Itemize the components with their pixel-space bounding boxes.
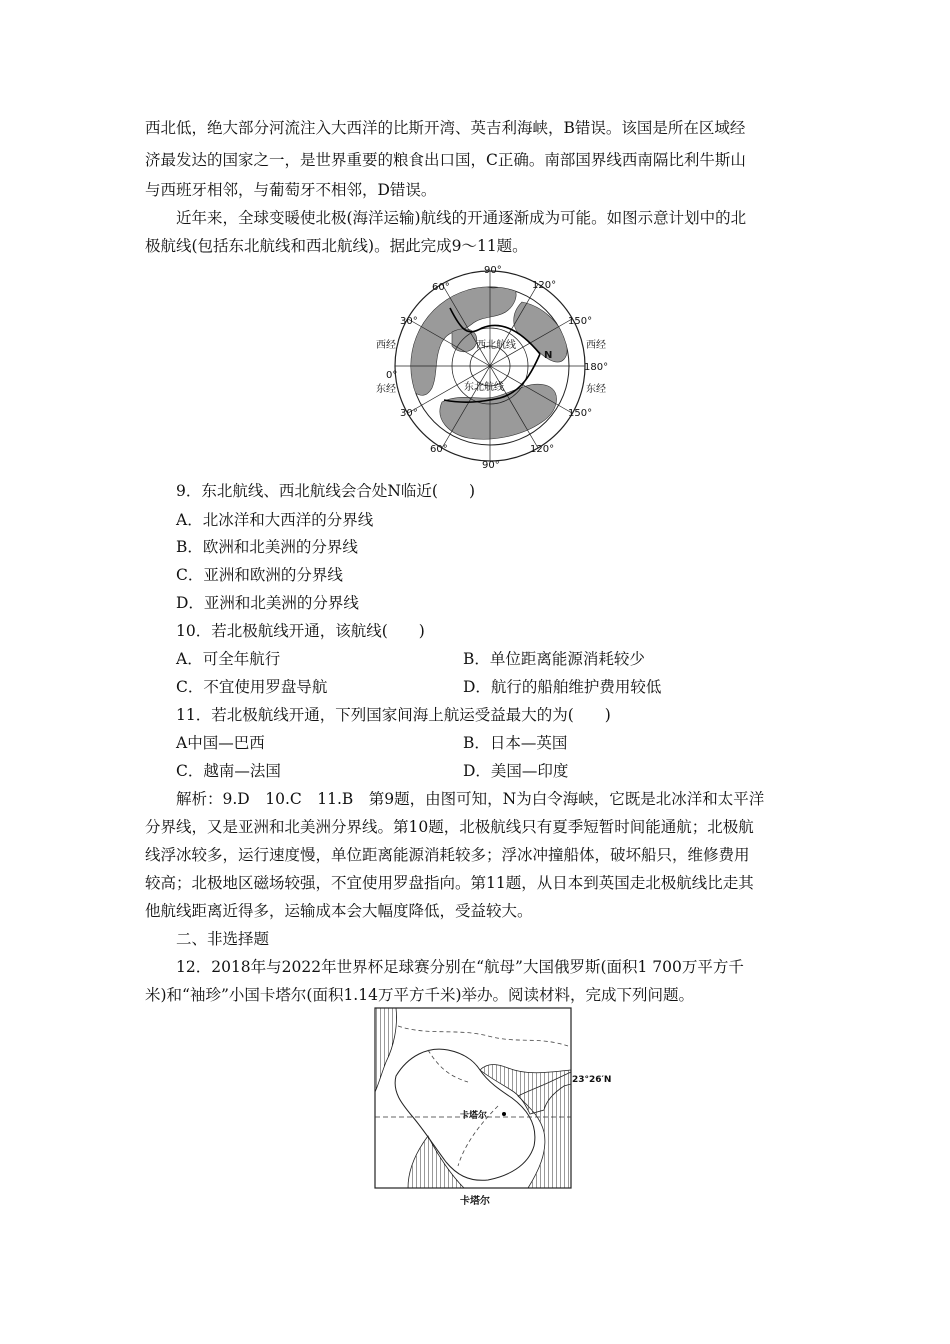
- degree-label: 0°: [386, 370, 398, 381]
- option-10d: D．航行的船舶维护费用较低: [463, 678, 662, 696]
- degree-label: 30°: [400, 316, 418, 327]
- question-12: 米)和“袖珍”小国卡塔尔(面积1.14万平方千米)举办。阅读材料，完成下列问题。: [145, 986, 695, 1004]
- option-9b: B．欧洲和北美洲的分界线: [176, 538, 358, 556]
- analysis-line: 解析：9.D 10.C 11.B 第9题，由图可知，N为白令海峡，它既是北冰洋和太平洋: [176, 790, 765, 808]
- paragraph-line: 与西班牙相邻，与葡萄牙不相邻，D错误。: [145, 181, 437, 199]
- analysis-line: 线浮冰较多，运行速度慢，单位距离能源消耗较多；浮冰冲撞船体，破坏船只，维修费用: [145, 846, 750, 864]
- paragraph-line: 西北低，绝大部分河流注入大西洋的比斯开湾、英吉利海峡，B错误。该国是所在区域经: [145, 119, 746, 137]
- degree-label: 150°: [568, 316, 593, 327]
- question-9: 9．东北航线、西北航线会合处N临近( ): [176, 482, 476, 500]
- qatar-marker: [502, 1112, 506, 1116]
- option-11c: C．越南—法国: [176, 762, 281, 780]
- arctic-route-map: [372, 262, 612, 470]
- qatar-map: [368, 1006, 618, 1210]
- degree-label: 120°: [530, 444, 555, 455]
- question-12: 12．2018年与2022年世界杯足球赛分别在“航母”大国俄罗斯(面积1 700万平方千: [176, 958, 744, 976]
- option-9d: D．亚洲和北美洲的分界线: [176, 594, 359, 612]
- hemisphere-label: 西经: [376, 340, 396, 351]
- option-10a: A．可全年航行: [176, 650, 281, 668]
- northeast-route-label: 东北航线: [464, 382, 504, 393]
- degree-label: 60°: [430, 444, 448, 455]
- hemisphere-label: 东经: [586, 384, 606, 395]
- degree-label: 120°: [532, 280, 557, 291]
- option-11d: D．美国—印度: [463, 762, 569, 780]
- qatar-label: 卡塔尔: [460, 1111, 488, 1121]
- analysis-line: 他航线距离近得多，运输成本会大幅度降低，受益较大。: [145, 902, 533, 920]
- option-11b: B．日本—英国: [463, 734, 568, 752]
- degree-label: 90°: [482, 460, 500, 470]
- hemisphere-label: 西经: [586, 340, 606, 351]
- question-11: 11．若北极航线开通，下列国家间海上航运受益最大的为( ): [176, 706, 611, 724]
- degree-label: 30°: [400, 408, 418, 419]
- degree-label: 150°: [568, 408, 593, 419]
- hemisphere-label: 180°: [584, 362, 609, 373]
- degree-label: 90°: [484, 265, 502, 276]
- section-heading: 二、非选择题: [176, 930, 270, 948]
- paragraph-line: 极航线(包括东北航线和西北航线)。据此完成9～11题。: [145, 237, 528, 255]
- tropic-label: 23°26′N: [572, 1075, 612, 1085]
- option-9a: A．北冰洋和大西洋的分界线: [176, 511, 374, 529]
- map-caption: 卡塔尔: [460, 1196, 490, 1207]
- option-10c: C．不宜使用罗盘导航: [176, 678, 328, 696]
- n-point-label: N: [544, 350, 553, 361]
- northwest-route-label: 西北航线: [476, 340, 516, 351]
- question-10: 10．若北极航线开通，该航线( ): [176, 622, 425, 640]
- paragraph-line: 近年来，全球变暖使北极(海洋运输)航线的开通逐渐成为可能。如图示意计划中的北: [176, 209, 747, 227]
- paragraph-line: 济最发达的国家之一，是世界重要的粮食出口国，C正确。南部国界线西南隔比利牛斯山: [145, 151, 746, 169]
- analysis-line: 较高；北极地区磁场较强，不宜使用罗盘指向。第11题，从日本到英国走北极航线比走其: [145, 874, 754, 892]
- option-9c: C．亚洲和欧洲的分界线: [176, 566, 343, 584]
- analysis-line: 分界线，又是亚洲和北美洲分界线。第10题，北极航线只有夏季短暂时间能通航；北极航: [145, 818, 754, 836]
- option-11a: A中国—巴西: [176, 734, 265, 752]
- hemisphere-label: 东经: [376, 384, 396, 395]
- degree-label: 60°: [432, 282, 450, 293]
- option-10b: B．单位距离能源消耗较少: [463, 650, 645, 668]
